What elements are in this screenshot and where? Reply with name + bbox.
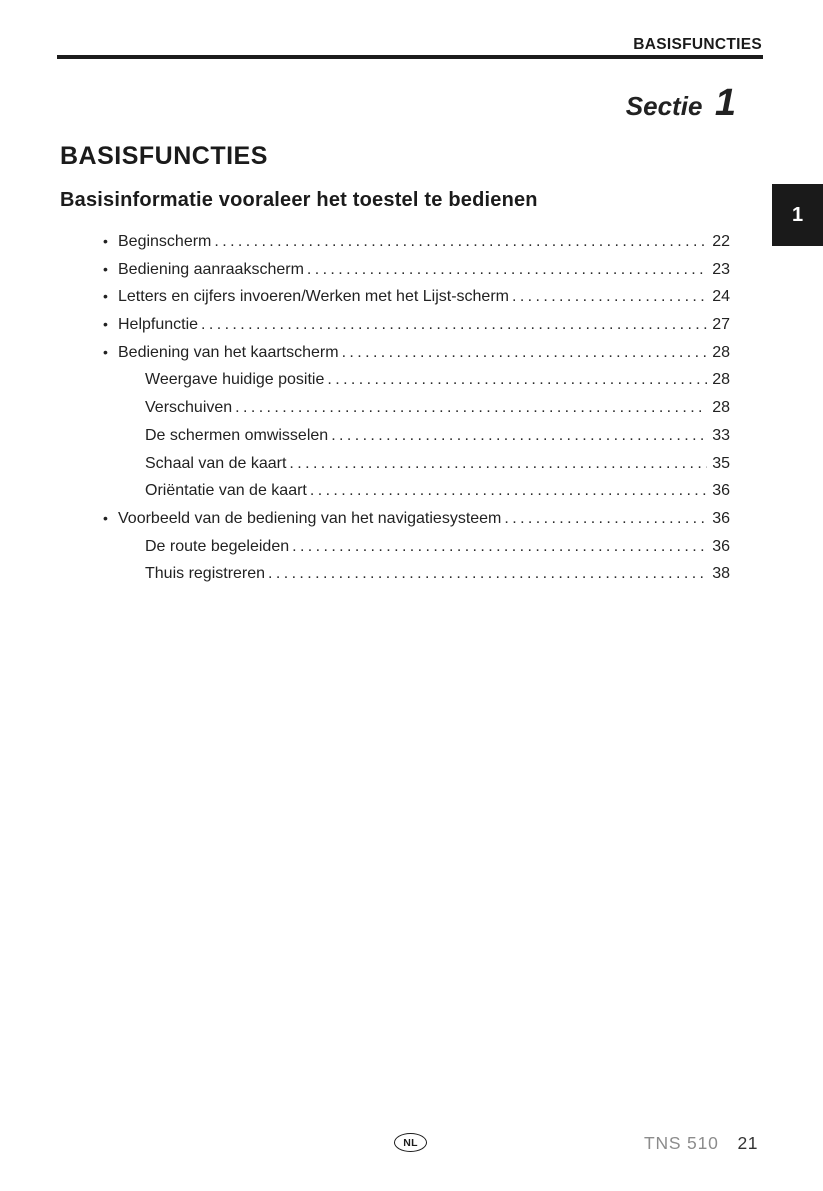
toc-leader-dots	[307, 256, 707, 284]
bullet-icon: •	[103, 316, 108, 333]
section-label: Sectie	[625, 91, 703, 121]
toc-entry-label: Verschuiven	[145, 399, 233, 417]
bullet-icon: •	[103, 288, 108, 305]
toc-entry	[145, 450, 730, 478]
chapter-tab-number: 1	[791, 203, 804, 226]
toc-entry-page: 36	[712, 509, 730, 527]
toc-leader-dots	[512, 283, 707, 311]
toc-entry-label: Voorbeeld van de bediening van het navigatiesysteem	[118, 509, 502, 527]
toc-entry-label: Schaal van de kaart	[145, 454, 287, 472]
bullet-icon: •	[103, 233, 108, 249]
toc-entry-label: Letters en cijfers invoeren/Werken met het Lijst-scherm	[118, 288, 509, 306]
model-name: TNS 510	[643, 1133, 719, 1153]
toc-leader-dots	[289, 450, 707, 478]
toc-entry-page: 22	[712, 233, 730, 250]
toc-entry-label: Weergave huidige positie	[145, 371, 325, 389]
toc-entry-page: 38	[712, 565, 730, 583]
section-heading	[626, 84, 736, 130]
toc-entry	[145, 394, 730, 422]
toc-leader-dots	[310, 477, 707, 505]
toc-entry	[145, 560, 730, 588]
bullet-icon: •	[103, 343, 108, 360]
toc-leader-dots	[201, 311, 707, 339]
toc-entry-label: Helpfunctie	[118, 316, 199, 334]
section-number: 1	[714, 82, 736, 124]
toc-leader-dots	[327, 366, 707, 394]
running-header: BASISFUNCTIES	[633, 36, 762, 53]
footer-info	[644, 1133, 758, 1154]
toc-entry-label: De schermen omwisselen	[145, 426, 329, 444]
toc-entry-label: De route begeleiden	[145, 537, 290, 555]
toc-entry	[103, 283, 730, 311]
toc-entry-page: 28	[712, 399, 730, 417]
toc-entry-label: Bediening aanraakscherm	[118, 260, 304, 278]
chapter-tab	[772, 184, 823, 246]
toc-entry-page: 27	[712, 316, 730, 334]
toc-entry-page: 23	[712, 260, 730, 278]
toc-entry	[145, 533, 730, 561]
toc-leader-dots	[235, 394, 707, 422]
toc-entry-page: 36	[712, 482, 730, 500]
toc-entry	[103, 256, 730, 284]
toc-leader-dots	[331, 422, 707, 450]
toc-entry-label: Bediening van het kaartscherm	[118, 343, 339, 361]
toc-entry-label: Thuis registreren	[145, 565, 266, 583]
toc-leader-dots	[504, 505, 707, 533]
language-badge-label: NL	[403, 1136, 418, 1149]
toc-entry-label: Oriëntatie van de kaart	[145, 482, 307, 500]
toc-entry	[145, 477, 730, 505]
toc-leader-dots	[214, 228, 707, 256]
toc-entry-page: 28	[712, 371, 730, 389]
toc-entry	[103, 311, 730, 339]
toc-entry-page: 35	[712, 454, 730, 472]
toc-entry-page: 24	[712, 288, 730, 306]
header-rule	[57, 55, 763, 59]
toc-entry-label: Beginscherm	[118, 233, 212, 250]
toc-entry	[103, 339, 730, 367]
language-badge	[394, 1133, 427, 1152]
toc-entry-page: 28	[712, 343, 730, 361]
toc-entry	[103, 505, 730, 533]
table-of-contents	[103, 228, 730, 588]
toc-entry	[145, 422, 730, 450]
page-subtitle: Basisinformatie vooraleer het toestel te bedienen	[60, 189, 538, 211]
toc-entry	[103, 228, 730, 256]
toc-entry-page: 33	[712, 426, 730, 444]
toc-entry-page: 36	[712, 537, 730, 555]
bullet-icon: •	[103, 260, 108, 277]
toc-leader-dots	[268, 560, 707, 588]
page-title: BASISFUNCTIES	[60, 142, 268, 170]
page-number: 21	[737, 1133, 758, 1153]
toc-leader-dots	[292, 533, 707, 561]
bullet-icon: •	[103, 509, 108, 526]
toc-entry	[145, 366, 730, 394]
toc-leader-dots	[342, 339, 708, 367]
